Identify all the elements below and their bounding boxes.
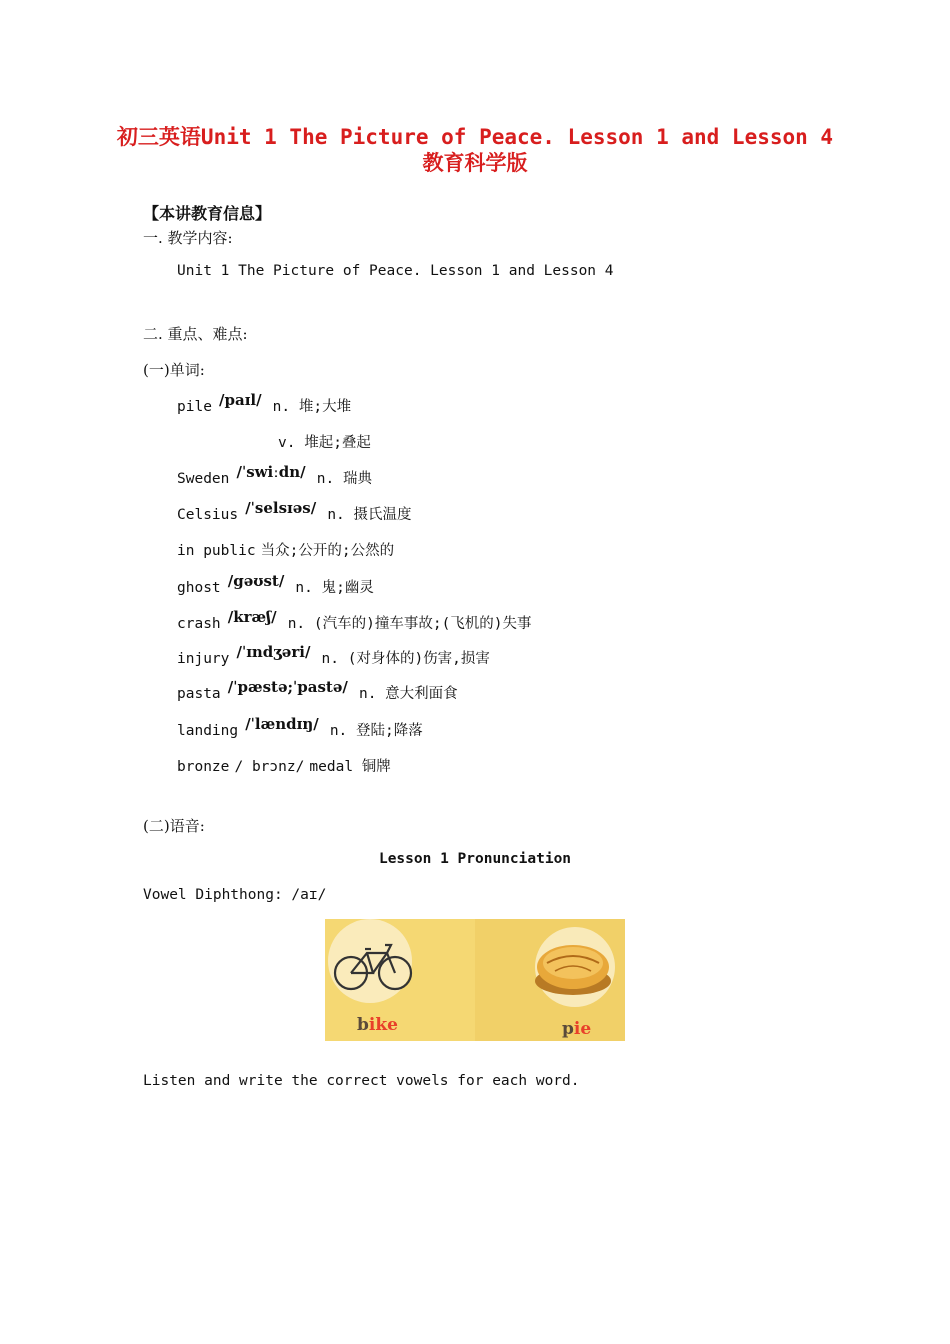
vocab-row-celsius: [177, 499, 412, 524]
vocab-word: Celsius: [177, 507, 239, 523]
vocab-meaning: n. 意大利面食: [358, 686, 458, 702]
vocab-row-pile-verb: [278, 431, 371, 452]
document-title-line2: 教育科学版: [422, 151, 528, 175]
vocab-row-bronze: [177, 755, 391, 776]
vocab-meaning: n. 鬼;幽灵: [295, 580, 374, 596]
listening-instruction: Listen and write the correct vowels for each word.: [143, 1073, 580, 1089]
vocab-meaning: 当众;公开的;公然的: [260, 543, 395, 559]
vocab-ipa: /ˈɪndʒəri/: [236, 643, 311, 661]
vocab-word: pasta: [177, 686, 221, 702]
vocab-word: crash: [177, 616, 221, 632]
vocab-meaning: n. 瑞典: [316, 471, 372, 487]
vocab-ipa: / brɔnz/: [234, 759, 305, 775]
vocab-word: ghost: [177, 580, 221, 596]
vocab-ipa: /paɪl/: [219, 391, 262, 409]
vocab-row-sweden: [177, 463, 372, 488]
pie-label: pie: [562, 1019, 592, 1039]
vocab-ipa: /kræʃ/: [227, 608, 277, 626]
vocab-row-pile: [177, 391, 352, 416]
vocab-meaning: n. 登陆;降落: [329, 723, 423, 739]
vocab-row-ghost: [177, 572, 374, 597]
diphthong-line: Vowel Diphthong: /aɪ/: [143, 887, 327, 903]
vocab-word: Sweden: [177, 471, 230, 487]
document-title-line1: 初三英语Unit 1 The Picture of Peace. Lesson 1 and Lesson 4: [116, 125, 834, 149]
vocab-ipa: /ˈlændɪŋ/: [245, 715, 319, 733]
section-header: 【本讲教育信息】: [143, 204, 272, 223]
vocab-word: injury: [177, 651, 230, 667]
vocab-meaning: n. 摄氏温度: [327, 507, 412, 523]
vocab-row-landing: [177, 715, 423, 740]
vocab-row-pasta: [177, 678, 458, 703]
vocab-subheading: (一)单词:: [143, 361, 205, 379]
vocab-word: in public: [177, 543, 256, 559]
vocab-ipa: /gəʊst/: [227, 572, 285, 590]
vocab-ipa: /ˈpæstə;ˈpastə/: [227, 678, 348, 696]
pie-icon: [535, 945, 611, 995]
bike-label: bike: [357, 1015, 398, 1035]
vocab-word: pile: [177, 399, 212, 415]
part1-heading: 一. 教学内容:: [143, 229, 233, 247]
vocab-row-in-public: [177, 539, 394, 560]
part1-content: Unit 1 The Picture of Peace. Lesson 1 and Lesson 4: [177, 263, 614, 279]
pronunciation-subheading: (二)语音:: [143, 817, 205, 835]
part2-heading: 二. 重点、难点:: [143, 325, 248, 343]
vocab-ipa: /ˈselsɪəs/: [245, 499, 317, 517]
vocab-row-crash: [177, 608, 532, 633]
vocab-meaning: medal 铜牌: [309, 759, 391, 775]
lesson-title: Lesson 1 Pronunciation: [378, 851, 572, 867]
vocab-meaning: v. 堆起;叠起: [278, 435, 371, 451]
pronunciation-image: [325, 919, 625, 1041]
vocab-word: bronze: [177, 759, 230, 775]
vocab-row-injury: [177, 643, 490, 668]
vocab-meaning: n. (汽车的)撞车事故;(飞机的)失事: [287, 616, 532, 632]
vocab-meaning: n. (对身体的)伤害,损害: [321, 651, 490, 667]
vocab-word: landing: [177, 723, 239, 739]
vocab-ipa: /ˈswiːdn/: [236, 463, 306, 481]
vocab-meaning: n. 堆;大堆: [272, 399, 352, 415]
